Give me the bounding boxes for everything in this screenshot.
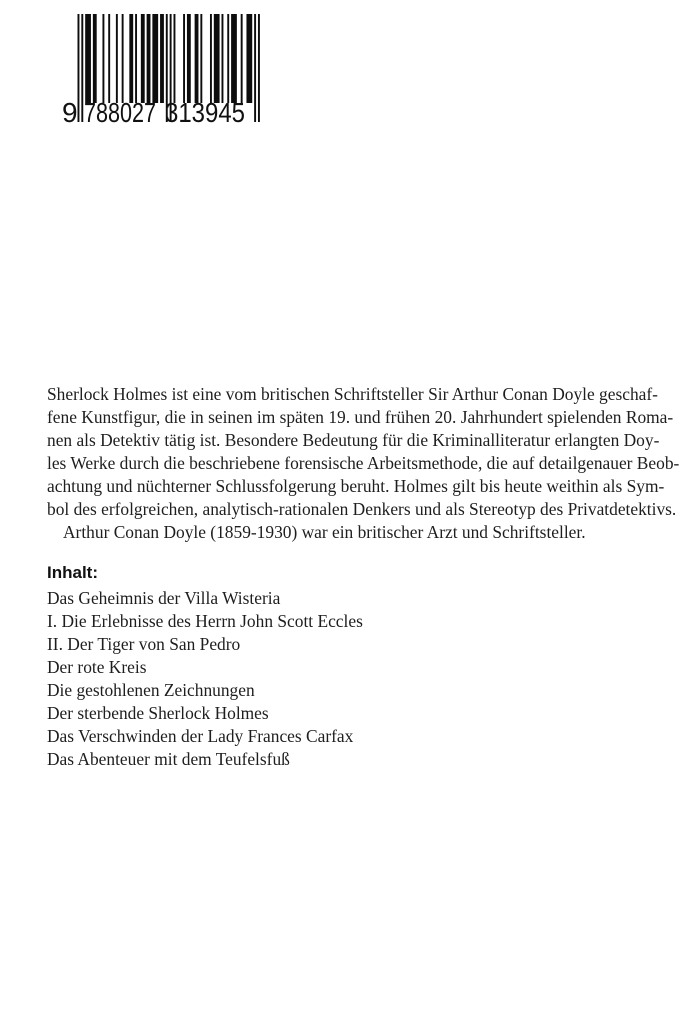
contents-item: I. Die Erlebnisse des Herrn John Scott Eccles [47, 611, 363, 631]
book-description [47, 383, 680, 544]
description-line: fene Kunstfigur, die in seinen im späten 19. und frühen 20. Jahrhundert spielenden Roma- [47, 407, 674, 427]
barcode-left-digits: 788027 [84, 97, 156, 128]
contents-item: Der rote Kreis [47, 657, 147, 677]
barcode-first-digit: 9 [62, 97, 78, 128]
barcode-bars-icon [55, 10, 270, 130]
contents-item: Das Verschwinden der Lady Frances Carfax [47, 726, 354, 746]
author-bio: Arthur Conan Doyle (1859-1930) war ein britischer Arzt und Schriftsteller. [63, 522, 586, 542]
description-line: les Werke durch die beschriebene forensische Arbeitsmethode, die auf detailgenauer Beob- [47, 453, 680, 473]
contents-item: Das Geheimnis der Villa Wisteria [47, 588, 281, 608]
contents-list [47, 587, 635, 771]
description-line: Sherlock Holmes ist eine vom britischen Schriftsteller Sir Arthur Conan Doyle geschaf- [47, 384, 658, 404]
contents-heading: Inhalt: [47, 563, 98, 582]
description-line: achtung und nüchterner Schlussfolgerung beruht. Holmes gilt bis heute weithin als Sym- [47, 476, 665, 496]
table-of-contents [47, 562, 635, 771]
barcode-right-digits: 313945 [165, 97, 245, 128]
isbn-barcode [55, 10, 270, 130]
contents-item: Der sterbende Sherlock Holmes [47, 703, 269, 723]
description-line: bol des erfolgreichen, analytisch-rationalen Denkers und als Stereotyp des Privatdetektivs. [47, 499, 677, 519]
contents-item: II. Der Tiger von San Pedro [47, 634, 241, 654]
contents-item: Das Abenteuer mit dem Teufelsfuß [47, 749, 290, 769]
description-line: nen als Detektiv tätig ist. Besondere Bedeutung für die Kriminalliteratur erlangten Doy- [47, 430, 660, 450]
description-paragraph [47, 383, 680, 521]
contents-item: Die gestohlenen Zeichnungen [47, 680, 255, 700]
